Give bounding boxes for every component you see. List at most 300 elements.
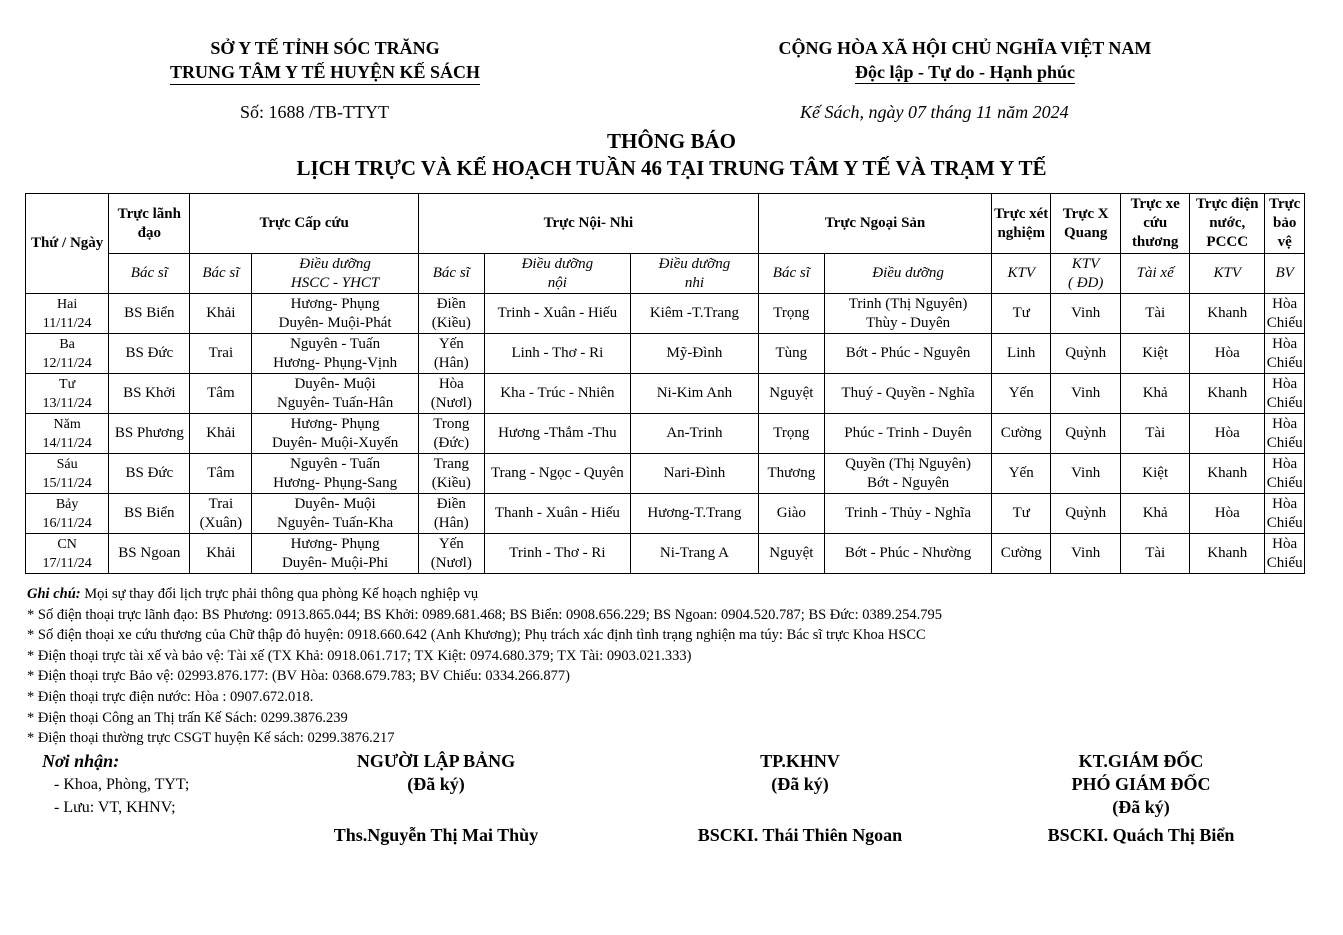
header-row-1 bbox=[26, 194, 1305, 254]
note-line-2: * Số điện thoại xe cứu thương của Chữ thập đỏ huyện: 0918.660.642 (Anh Khương); Phụ trách xác định tình trạng nghiện ma túy: Bác sĩ trực Khoa HSCC bbox=[27, 627, 926, 644]
sig3-title1: KT.GIÁM ĐỐC bbox=[1078, 751, 1204, 771]
cell-xray-line-1: Quỳnh bbox=[1065, 345, 1107, 361]
cell-sur-nurse-line-1: Thuý - Quyền - Nghĩa bbox=[841, 385, 975, 401]
duty-schedule-table bbox=[25, 193, 1305, 574]
cell-er-nurse-line-2: Duyên- Muội-Phi bbox=[281, 554, 389, 571]
table-row bbox=[26, 294, 1305, 334]
cell-int-doctor-line-1: Trang bbox=[433, 455, 469, 472]
note-line-4: * Điện thoại trực Bảo vệ: 02993.876.177: (BV Hòa: 0368.679.783; BV Chiếu: 0334.266.877) bbox=[27, 668, 570, 685]
cell-utility bbox=[1190, 374, 1265, 414]
cell-xray bbox=[1051, 454, 1121, 494]
cell-int-nurse bbox=[484, 414, 630, 454]
cell-lead-line-1: BS Phương bbox=[114, 425, 184, 441]
cell-lab-line-1: Linh bbox=[1007, 345, 1036, 361]
cell-sur-nurse bbox=[824, 294, 991, 334]
cell-security-line-1: Hòa bbox=[1272, 455, 1298, 472]
cell-sur-nurse-line-1: Trinh (Thị Nguyên) bbox=[848, 295, 968, 312]
recipient-1: - Khoa, Phòng, TYT; bbox=[54, 776, 190, 793]
cell-int-doctor-line-1: Yến bbox=[438, 335, 464, 352]
sub-sur-nurse: Điều dưỡng bbox=[824, 254, 991, 294]
cell-ped-nurse bbox=[630, 414, 758, 454]
cell-sur-nurse-line-1: Quyền (Thị Nguyên) bbox=[845, 455, 971, 472]
cell-sur-doctor bbox=[758, 294, 824, 334]
cell-lead-line-1: BS Đức bbox=[125, 345, 174, 361]
cell-ambulance bbox=[1121, 454, 1190, 494]
cell-ped-nurse-line-1: Ni-Trang A bbox=[659, 545, 729, 561]
cell-er-nurse-line-1: Duyên- Muội bbox=[294, 495, 376, 512]
cell-lab-line-1: Tư bbox=[1012, 505, 1030, 521]
cell-int-doctor bbox=[418, 414, 484, 454]
col-ambulance-header: Trực xe cứu thương bbox=[1121, 194, 1190, 254]
cell-ambulance-line-1: Tài bbox=[1145, 545, 1166, 561]
cell-int-doctor-line-2: (Hân) bbox=[433, 354, 469, 371]
cell-utility-line-1: Khanh bbox=[1207, 465, 1248, 481]
cell-day-line-2: 11/11/24 bbox=[42, 315, 92, 331]
cell-lead bbox=[109, 454, 190, 494]
sig2-signed: (Đã ký) bbox=[771, 774, 829, 794]
cell-ped-nurse-line-1: An-Trinh bbox=[666, 425, 723, 441]
cell-day-line-1: CN bbox=[57, 536, 77, 552]
cell-xray-line-1: Quỳnh bbox=[1065, 425, 1107, 441]
cell-int-doctor bbox=[418, 494, 484, 534]
cell-ambulance bbox=[1121, 374, 1190, 414]
sub-er-doctor: Bác sĩ bbox=[190, 254, 252, 294]
cell-lead bbox=[109, 534, 190, 574]
note-line-5: * Điện thoại trực điện nước: Hòa : 0907.672.018. bbox=[27, 688, 314, 705]
cell-er-doctor bbox=[190, 534, 252, 574]
cell-int-nurse bbox=[484, 334, 630, 374]
note-line-6: * Điện thoại Công an Thị trấn Kế Sách: 0299.3876.239 bbox=[27, 709, 348, 726]
col-er-header: Trực Cấp cứu bbox=[190, 194, 418, 254]
cell-sur-nurse-line-1: Bớt - Phúc - Nhường bbox=[844, 545, 972, 561]
cell-er-nurse-line-2: Duyên- Muội-Xuyến bbox=[271, 434, 399, 451]
cell-int-nurse-line-1: Kha - Trúc - Nhiên bbox=[500, 385, 615, 401]
cell-lead bbox=[109, 294, 190, 334]
cell-security bbox=[1265, 534, 1305, 574]
cell-sur-nurse bbox=[824, 374, 991, 414]
note-line-3: * Điện thoại trực tài xế và bảo vệ: Tài xế (TX Khả: 0918.061.717; TX Kiệt: 0974.680.379; TX Tài: 0903.021.333) bbox=[27, 647, 692, 664]
cell-int-nurse-line-1: Trinh - Xuân - Hiếu bbox=[497, 305, 618, 321]
cell-int-doctor bbox=[418, 334, 484, 374]
cell-security-line-1: Hòa bbox=[1272, 415, 1298, 432]
cell-ped-nurse bbox=[630, 334, 758, 374]
cell-ambulance bbox=[1121, 414, 1190, 454]
cell-lead-line-1: BS Biển bbox=[124, 305, 175, 321]
cell-ambulance-line-1: Khả bbox=[1142, 505, 1168, 521]
sub-int-nurse-l1: Điều dưỡng bbox=[521, 255, 594, 272]
cell-day bbox=[26, 454, 109, 494]
cell-lead bbox=[109, 334, 190, 374]
cell-day bbox=[26, 414, 109, 454]
cell-xray bbox=[1051, 414, 1121, 454]
cell-int-doctor bbox=[418, 534, 484, 574]
cell-lab-line-1: Cường bbox=[1000, 425, 1042, 441]
cell-ped-nurse bbox=[630, 534, 758, 574]
table-row bbox=[26, 414, 1305, 454]
sub-ped-nurse bbox=[630, 254, 758, 294]
table-row bbox=[26, 494, 1305, 534]
cell-er-doctor-line-1: Khải bbox=[206, 425, 236, 441]
cell-sur-nurse bbox=[824, 534, 991, 574]
sub-sur-doctor: Bác sĩ bbox=[758, 254, 824, 294]
cell-day-line-2: 14/11/24 bbox=[42, 435, 92, 451]
sub-er-nurse bbox=[252, 254, 418, 294]
cell-ped-nurse-line-1: Hương-T.Trang bbox=[647, 505, 742, 521]
sub-utility: KTV bbox=[1190, 254, 1265, 294]
cell-int-doctor-line-1: Điền bbox=[436, 295, 466, 312]
cell-security bbox=[1265, 454, 1305, 494]
cell-int-nurse-line-1: Thanh - Xuân - Hiếu bbox=[494, 505, 620, 521]
cell-security-line-2: Chiếu bbox=[1266, 394, 1303, 411]
cell-security-line-2: Chiếu bbox=[1266, 554, 1303, 571]
sub-ambulance: Tài xế bbox=[1121, 254, 1190, 294]
issuer-center bbox=[125, 60, 525, 85]
document-title bbox=[0, 128, 1343, 182]
cell-er-nurse-line-1: Duyên- Muội bbox=[294, 375, 376, 392]
cell-sur-doctor-line-1: Nguyệt bbox=[769, 385, 814, 401]
cell-ambulance-line-1: Kiệt bbox=[1142, 345, 1169, 361]
cell-int-doctor-line-1: Trong bbox=[433, 415, 470, 432]
sub-int-nurse bbox=[484, 254, 630, 294]
cell-lead bbox=[109, 414, 190, 454]
cell-lab bbox=[992, 414, 1051, 454]
cell-er-doctor bbox=[190, 454, 252, 494]
cell-day bbox=[26, 294, 109, 334]
sig1-name: Ths.Nguyễn Thị Mai Thùy bbox=[333, 825, 539, 845]
cell-security-line-2: Chiếu bbox=[1266, 474, 1303, 491]
title-line2: LỊCH TRỰC VÀ KẾ HOẠCH TUẦN 46 TẠI TRUNG TÂM Y TẾ VÀ TRẠM Y TẾ bbox=[296, 156, 1047, 180]
sig1-signed: (Đã ký) bbox=[407, 774, 465, 794]
cell-er-nurse-line-2: Nguyên- Tuấn-Hân bbox=[276, 394, 394, 411]
cell-sur-nurse-line-2: Thùy - Duyên bbox=[865, 314, 951, 331]
national-header bbox=[740, 36, 1190, 84]
cell-er-nurse bbox=[252, 414, 418, 454]
cell-xray bbox=[1051, 294, 1121, 334]
signature-khnv bbox=[670, 750, 930, 847]
cell-lead bbox=[109, 374, 190, 414]
cell-lab bbox=[992, 294, 1051, 334]
cell-sur-nurse bbox=[824, 334, 991, 374]
cell-sur-doctor-line-1: Trọng bbox=[773, 425, 810, 441]
cell-lead-line-1: BS Ngoan bbox=[118, 545, 181, 561]
cell-utility-line-1: Hòa bbox=[1214, 345, 1240, 361]
sig2-title: TP.KHNV bbox=[760, 751, 840, 771]
cell-er-doctor-line-1: Khải bbox=[206, 305, 236, 321]
cell-er-doctor-line-1: Trai (Xuân) bbox=[199, 495, 243, 531]
cell-day-line-2: 13/11/24 bbox=[42, 395, 92, 411]
sub-security: BV bbox=[1265, 254, 1305, 294]
cell-er-nurse bbox=[252, 334, 418, 374]
cell-sur-doctor bbox=[758, 494, 824, 534]
cell-lab bbox=[992, 454, 1051, 494]
cell-security-line-1: Hòa bbox=[1272, 335, 1298, 352]
cell-sur-nurse bbox=[824, 494, 991, 534]
cell-int-doctor-line-1: Yến bbox=[438, 535, 464, 552]
document-number: Số: 1688 /TB-TTYT bbox=[240, 102, 389, 122]
cell-sur-nurse-line-1: Trinh - Thủy - Nghĩa bbox=[845, 505, 971, 521]
note-line-7: * Điện thoại thường trực CSGT huyện Kế sách: 0299.3876.217 bbox=[27, 730, 395, 747]
cell-utility-line-1: Khanh bbox=[1207, 305, 1248, 321]
cell-int-nurse bbox=[484, 534, 630, 574]
cell-day-line-2: 17/11/24 bbox=[42, 555, 92, 571]
cell-er-doctor bbox=[190, 374, 252, 414]
cell-ped-nurse bbox=[630, 494, 758, 534]
cell-ambulance-line-1: Tài bbox=[1145, 425, 1166, 441]
cell-sur-doctor-line-1: Tùng bbox=[775, 345, 808, 361]
cell-ambulance-line-1: Tài bbox=[1145, 305, 1166, 321]
issuer-center-text: TRUNG TÂM Y TẾ HUYỆN KẾ SÁCH bbox=[170, 61, 480, 85]
cell-er-nurse-line-2: Hương- Phụng-Sang bbox=[273, 474, 398, 491]
cell-day-line-1: Ba bbox=[59, 336, 75, 352]
cell-ambulance bbox=[1121, 494, 1190, 534]
cell-int-nurse-line-1: Trinh - Thơ - Ri bbox=[509, 545, 606, 561]
col-day-header: Thứ / Ngày bbox=[26, 194, 109, 294]
sub-xray-l2: ( ĐD) bbox=[1067, 274, 1104, 291]
signature-director bbox=[1010, 750, 1272, 847]
sub-ped-nurse-l1: Điều dưỡng bbox=[658, 255, 731, 272]
cell-sur-doctor bbox=[758, 454, 824, 494]
sub-ped-nurse-l2: nhi bbox=[684, 274, 704, 291]
cell-xray-line-1: Vinh bbox=[1071, 305, 1101, 321]
cell-utility bbox=[1190, 334, 1265, 374]
cell-er-nurse-line-1: Hương- Phụng bbox=[290, 295, 380, 312]
sub-er-nurse-l1: Điều dưỡng bbox=[299, 255, 371, 272]
table-row bbox=[26, 334, 1305, 374]
cell-lead-line-1: BS Khởi bbox=[123, 385, 176, 401]
cell-security bbox=[1265, 374, 1305, 414]
table-row bbox=[26, 374, 1305, 414]
cell-xray-line-1: Vinh bbox=[1071, 545, 1101, 561]
cell-int-doctor-line-2: (Nươl) bbox=[430, 394, 472, 411]
recipient-2: - Lưu: VT, KHNV; bbox=[54, 799, 176, 816]
table-row bbox=[26, 454, 1305, 494]
cell-lab bbox=[992, 374, 1051, 414]
signature-preparer bbox=[306, 750, 566, 847]
cell-er-nurse-line-2: Nguyên- Tuấn-Kha bbox=[276, 514, 394, 531]
cell-er-nurse-line-1: Nguyên - Tuấn bbox=[290, 335, 381, 352]
cell-er-nurse-line-1: Hương- Phụng bbox=[290, 535, 380, 552]
cell-lab bbox=[992, 494, 1051, 534]
cell-int-doctor-line-1: Điền bbox=[436, 495, 466, 512]
cell-day-line-1: Hai bbox=[57, 296, 78, 312]
cell-day bbox=[26, 494, 109, 534]
national-motto-wrap bbox=[740, 60, 1190, 84]
cell-utility bbox=[1190, 294, 1265, 334]
cell-er-doctor bbox=[190, 334, 252, 374]
cell-lab-line-1: Cường bbox=[1000, 545, 1042, 561]
recipients-block bbox=[42, 750, 282, 819]
cell-sur-nurse-line-2: Bớt - Nguyên bbox=[867, 474, 950, 491]
cell-day-line-2: 15/11/24 bbox=[42, 475, 92, 491]
cell-security bbox=[1265, 294, 1305, 334]
issuer-department: SỞ Y TẾ TỈNH SÓC TRĂNG bbox=[210, 38, 440, 58]
sig1-title: NGƯỜI LẬP BẢNG bbox=[356, 751, 516, 771]
cell-utility-line-1: Hòa bbox=[1214, 425, 1240, 441]
cell-xray bbox=[1051, 494, 1121, 534]
cell-sur-doctor bbox=[758, 534, 824, 574]
cell-security bbox=[1265, 494, 1305, 534]
cell-er-nurse-line-1: Hương- Phụng bbox=[290, 415, 380, 432]
cell-int-nurse-line-1: Trang - Ngọc - Quyên bbox=[490, 465, 624, 481]
col-xray-header: Trực X Quang bbox=[1051, 194, 1121, 254]
national-title: CỘNG HÒA XÃ HỘI CHỦ NGHĨA VIỆT NAM bbox=[778, 38, 1152, 58]
cell-security bbox=[1265, 334, 1305, 374]
cell-int-doctor-line-2: (Kiều) bbox=[431, 474, 471, 491]
cell-sur-doctor bbox=[758, 374, 824, 414]
col-utility-header: Trực điện nước, PCCC bbox=[1190, 194, 1265, 254]
cell-sur-doctor bbox=[758, 414, 824, 454]
note-line-1: * Số điện thoại trực lãnh đạo: BS Phương: 0913.865.044; BS Khởi: 0989.681.468; BS Biển: 0908.656.229; BS Ngoan: 0904.520.787; BS Đức: 0389.254.795 bbox=[27, 606, 942, 623]
cell-int-doctor-line-2: (Hân) bbox=[433, 514, 469, 531]
cell-lab-line-1: Yến bbox=[1008, 465, 1034, 481]
sub-er-nurse-l2: HSCC - YHCT bbox=[290, 274, 380, 291]
cell-lead-line-1: BS Đức bbox=[125, 465, 174, 481]
sub-xray bbox=[1051, 254, 1121, 294]
cell-er-doctor bbox=[190, 414, 252, 454]
cell-er-doctor-line-1: Tâm bbox=[207, 465, 235, 481]
cell-security-line-1: Hòa bbox=[1272, 495, 1298, 512]
cell-ambulance bbox=[1121, 534, 1190, 574]
cell-sur-nurse bbox=[824, 414, 991, 454]
cell-er-nurse bbox=[252, 534, 418, 574]
cell-lead bbox=[109, 494, 190, 534]
cell-utility-line-1: Khanh bbox=[1207, 385, 1248, 401]
cell-lab-line-1: Yến bbox=[1008, 385, 1034, 401]
sig3-name: BSCKI. Quách Thị Biển bbox=[1047, 825, 1235, 845]
cell-ambulance bbox=[1121, 294, 1190, 334]
cell-er-nurse-line-2: Hương- Phụng-Vịnh bbox=[273, 354, 398, 371]
cell-ambulance bbox=[1121, 334, 1190, 374]
sub-lead-doctor: Bác sĩ bbox=[109, 254, 190, 294]
cell-lab bbox=[992, 334, 1051, 374]
cell-int-nurse-line-1: Hương -Thắm -Thu bbox=[498, 425, 617, 441]
cell-lead-line-1: BS Biển bbox=[124, 505, 175, 521]
cell-security-line-2: Chiếu bbox=[1266, 434, 1303, 451]
cell-security bbox=[1265, 414, 1305, 454]
cell-day-line-1: Sáu bbox=[56, 456, 78, 472]
sub-lab: KTV bbox=[992, 254, 1051, 294]
cell-er-nurse bbox=[252, 294, 418, 334]
cell-security-line-2: Chiếu bbox=[1266, 514, 1303, 531]
sig2-name: BSCKI. Thái Thiên Ngoan bbox=[697, 825, 903, 845]
cell-int-nurse bbox=[484, 454, 630, 494]
cell-int-doctor-line-2: (Nươl) bbox=[430, 554, 472, 571]
cell-xray-line-1: Quỳnh bbox=[1065, 505, 1107, 521]
col-lead-header: Trực lãnh đạo bbox=[109, 194, 190, 254]
cell-xray-line-1: Vinh bbox=[1071, 465, 1101, 481]
cell-int-doctor-line-2: (Kiều) bbox=[431, 314, 471, 331]
cell-ped-nurse-line-1: Ni-Kim Anh bbox=[656, 385, 733, 401]
cell-day-line-1: Tư bbox=[59, 376, 76, 392]
cell-xray bbox=[1051, 374, 1121, 414]
cell-xray bbox=[1051, 334, 1121, 374]
cell-utility bbox=[1190, 414, 1265, 454]
cell-er-doctor-line-1: Trai bbox=[208, 345, 234, 361]
cell-security-line-2: Chiếu bbox=[1266, 354, 1303, 371]
col-surgery-header: Trực Ngoại Sản bbox=[758, 194, 991, 254]
table-row bbox=[26, 534, 1305, 574]
cell-int-doctor-line-2: (Đức) bbox=[433, 434, 470, 451]
cell-er-doctor-line-1: Khải bbox=[206, 545, 236, 561]
cell-lab-line-1: Tư bbox=[1012, 305, 1030, 321]
cell-day bbox=[26, 534, 109, 574]
sig3-signed: (Đã ký) bbox=[1112, 797, 1170, 817]
cell-day-line-2: 16/11/24 bbox=[42, 515, 92, 531]
cell-utility bbox=[1190, 534, 1265, 574]
cell-utility bbox=[1190, 494, 1265, 534]
cell-utility-line-1: Hòa bbox=[1214, 505, 1240, 521]
cell-security-line-2: Chiếu bbox=[1266, 314, 1303, 331]
notes-label: Ghi chú: bbox=[27, 586, 81, 602]
cell-er-nurse bbox=[252, 454, 418, 494]
cell-int-nurse bbox=[484, 374, 630, 414]
cell-er-doctor bbox=[190, 494, 252, 534]
issuer-block bbox=[125, 36, 525, 85]
national-motto: Độc lập - Tự do - Hạnh phúc bbox=[854, 62, 1076, 82]
cell-security-line-1: Hòa bbox=[1272, 295, 1298, 312]
cell-ambulance-line-1: Khả bbox=[1142, 385, 1168, 401]
recipients-title: Nơi nhận: bbox=[42, 751, 120, 771]
cell-int-doctor-line-1: Hòa bbox=[438, 375, 464, 392]
cell-utility bbox=[1190, 454, 1265, 494]
sig3-title2: PHÓ GIÁM ĐỐC bbox=[1071, 774, 1211, 794]
notes-section bbox=[27, 584, 1317, 749]
col-lab-header: Trực xét nghiệm bbox=[992, 194, 1051, 254]
cell-day-line-2: 12/11/24 bbox=[42, 355, 92, 371]
cell-int-doctor bbox=[418, 454, 484, 494]
cell-er-nurse-line-2: Duyên- Muội-Phát bbox=[278, 314, 392, 331]
cell-ped-nurse bbox=[630, 294, 758, 334]
header-row-2 bbox=[26, 254, 1305, 294]
cell-ped-nurse-line-1: Kiêm -T.Trang bbox=[649, 305, 739, 321]
cell-er-nurse bbox=[252, 374, 418, 414]
cell-lab bbox=[992, 534, 1051, 574]
cell-sur-nurse bbox=[824, 454, 991, 494]
cell-sur-doctor-line-1: Nguyệt bbox=[769, 545, 814, 561]
cell-sur-doctor-line-1: Giào bbox=[776, 505, 806, 521]
schedule-body bbox=[26, 294, 1305, 574]
cell-int-nurse bbox=[484, 494, 630, 534]
sub-int-nurse-l2: nội bbox=[547, 274, 567, 291]
cell-er-nurse bbox=[252, 494, 418, 534]
note-line-0 bbox=[27, 584, 1317, 605]
cell-sur-nurse-line-1: Phúc - Trinh - Duyên bbox=[844, 425, 972, 441]
cell-xray bbox=[1051, 534, 1121, 574]
cell-ped-nurse bbox=[630, 454, 758, 494]
document-date: Kế Sách, ngày 07 tháng 11 năm 2024 bbox=[800, 102, 1069, 122]
cell-er-nurse-line-1: Nguyên - Tuấn bbox=[290, 455, 381, 472]
cell-day-line-1: Năm bbox=[53, 416, 81, 432]
cell-sur-doctor-line-1: Thương bbox=[767, 465, 816, 481]
cell-int-doctor bbox=[418, 374, 484, 414]
cell-ped-nurse bbox=[630, 374, 758, 414]
cell-ped-nurse-line-1: Mỹ-Đình bbox=[666, 345, 723, 361]
cell-sur-doctor-line-1: Trọng bbox=[773, 305, 810, 321]
cell-xray-line-1: Vinh bbox=[1071, 385, 1101, 401]
sub-xray-l1: KTV bbox=[1071, 255, 1100, 272]
note-text-0: Mọi sự thay đổi lịch trực phải thông qua phòng Kế hoạch nghiệp vụ bbox=[80, 586, 479, 602]
title-line1: THÔNG BÁO bbox=[607, 129, 736, 153]
sub-int-doctor: Bác sĩ bbox=[418, 254, 484, 294]
cell-sur-doctor bbox=[758, 334, 824, 374]
cell-er-doctor-line-1: Tâm bbox=[207, 385, 235, 401]
cell-ambulance-line-1: Kiệt bbox=[1142, 465, 1169, 481]
cell-day bbox=[26, 374, 109, 414]
cell-int-doctor bbox=[418, 294, 484, 334]
col-security-header: Trực bảo vệ bbox=[1265, 194, 1305, 254]
cell-day-line-1: Bảy bbox=[55, 496, 79, 512]
cell-ped-nurse-line-1: Nari-Đình bbox=[663, 465, 726, 481]
